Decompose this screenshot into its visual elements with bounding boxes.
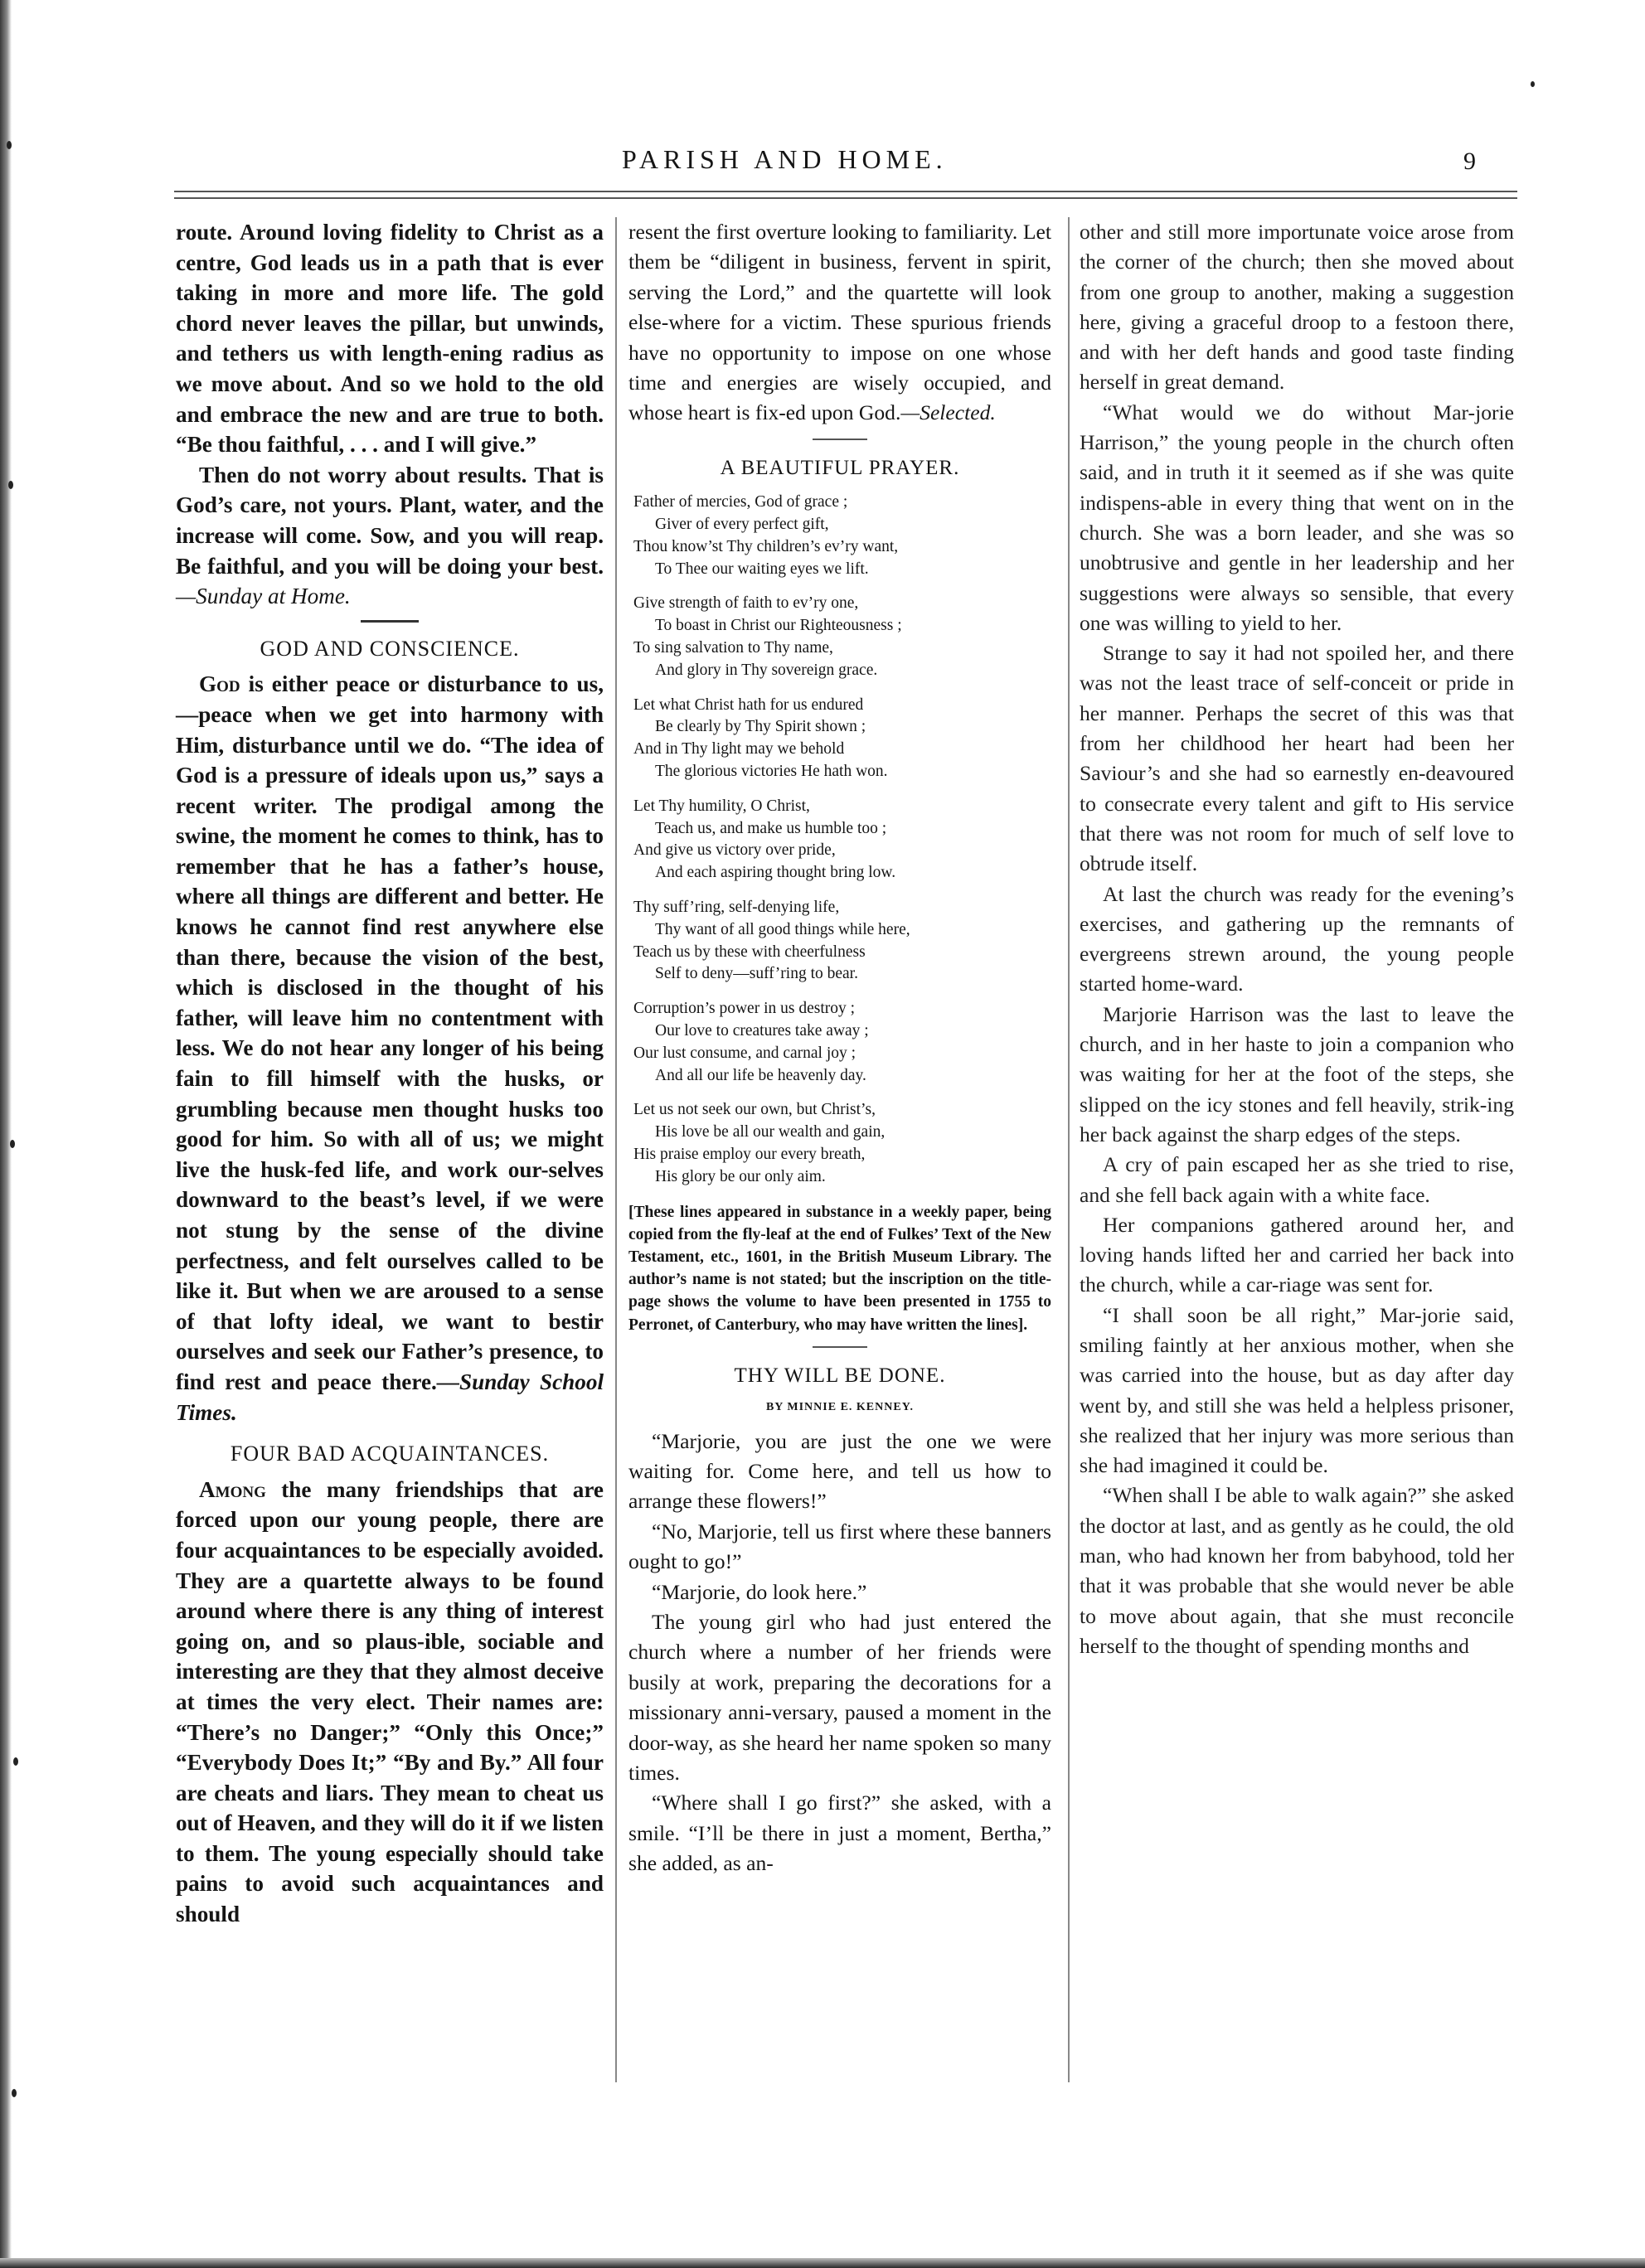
poem-line: Giver of every perfect gift,	[655, 516, 829, 534]
poem-line: To boast in Christ our Righteousness ;	[655, 617, 902, 635]
poem-line: And give us victory over pride,	[633, 841, 836, 860]
poem-line: To Thee our waiting eyes we lift.	[655, 560, 869, 578]
poem-line: The glorious victories He hath won.	[655, 763, 888, 781]
article-paragraph: Then do not worry about results. That is God’s care, not yours. Plant, water, and the increase will come. Sow, and you will reap. Be faithful, and you will be doing your best.—Sunday at Home.	[176, 462, 604, 609]
poem-stanza	[633, 1099, 1051, 1188]
story-paragraph: “Where shall I go first?” she asked, with a smile. “I’ll be there in just a moment, Bertha,” she added, as an-	[628, 1791, 1051, 1876]
scan-speck	[8, 481, 13, 489]
poem-line: Be clearly by Thy Spirit shown ;	[655, 718, 866, 736]
section-divider	[813, 439, 867, 440]
story-paragraph: Her companions gathered around her, and loving hands lifted her and carried her back into the church, while a car-riage was sent for.	[1080, 1212, 1514, 1297]
article-paragraph: God is either peace or disturbance to us,—peace when we get into harmony with Him, disturbance until we do. “The idea of God is a pressure of ideals upon us,” says a recent writer. The prodigal among the swine, the moment he comes to think, has to remember that he has a father’s house, where all things are different and better. He knows he cannot find rest anywhere else than there, because the vision of the best, which is disclosed in the thought of his father, will leave him no contentment with less. We do not hear any longer of his being fain to fill himself with the husks, or grumbling because men thought husks too good for him. So with all of us; we might live the husk-fed life, and work our-selves downward to the beast’s level, if we were not stung by the sense of the divine perfectness, and felt ourselves called to be like it. But when we are aroused to a sense of that lofty ideal, we want to bestir ourselves and seek our Father’s presence, to find rest and peace there.—Sunday School Times.	[176, 671, 604, 1425]
poem-line: Let us not seek our own, but Christ’s,	[633, 1101, 876, 1119]
page-header	[166, 141, 1509, 182]
editorial-note: [These lines appeared in substance in a weekly paper, being copied from the fly-leaf at the end of Fulkes’ Text of the New Testament, etc., 1601, in the British Museum Library. The author’s name is not stated; but the inscription on the title-page shows the volume to have been presented in 1755 to Perronet, of Canterbury, who may have written the lines].	[628, 1203, 1051, 1334]
poem-line: His love be all our wealth and gain,	[655, 1123, 886, 1141]
poem-line: Let what Christ hath for us endured	[633, 695, 864, 714]
poem-line: Thy suff’ring, self-denying life,	[633, 899, 840, 916]
poem-stanza	[633, 695, 1051, 783]
story-paragraph: “I shall soon be all right,” Mar-jorie said, smiling faintly at her anxious mother, when she was carried into the house, but as day after day went by, and still she was held a helpless prisoner, she realized that her injury was more serious than she had imagined it could be.	[1080, 1302, 1514, 1478]
header-rule	[174, 191, 1517, 192]
column-1	[176, 217, 604, 1930]
poem-line: Teach us, and make us humble too ;	[655, 819, 887, 837]
poem-stanza	[633, 796, 1051, 884]
poem-line: Father of mercies, God of grace ;	[633, 493, 848, 511]
poem-stanza	[633, 998, 1051, 1087]
poem-line: Self to deny—suff’ring to bear.	[655, 965, 858, 983]
story-paragraph: “When shall I be able to walk again?” she asked the doctor at last, and as gently as he could, the old man, who had known her from babyhood, told her that it was probable that she would never be able to move about again, that she must reconcile herself to the thought of spending months and	[1080, 1483, 1514, 1658]
running-title: PARISH AND HOME.	[622, 144, 948, 174]
story-paragraph: The young girl who had just entered the church where a number of her friends were busily at work, preparing the decorations for a missionary anni-versary, paused a moment in the door-way, as she heard her name spoken so many times.	[628, 1610, 1051, 1786]
scan-left-edge	[0, 0, 12, 2268]
story-paragraph: “Marjorie, you are just the one we were waiting for. Come here, and tell us how to arrange these flowers!”	[628, 1428, 1051, 1514]
column-3	[1080, 217, 1514, 1661]
section-heading: FOUR BAD ACQUAINTANCES.	[230, 1442, 550, 1466]
poem-line: And all our life be heavenly day.	[655, 1066, 866, 1084]
story-paragraph: other and still more importunate voice arose from the corner of the church; then she moved about from one group to another, making a suggestion here, giving a graceful droop to a festoon there, and with her deft hands and good taste finding herself in great demand.	[1080, 220, 1514, 395]
scan-speck	[13, 1757, 18, 1766]
poem-line: Give strength of faith to ev’ry one,	[633, 594, 859, 613]
story-paragraph: Marjorie Harrison was the last to leave the church, and in her haste to join a companion who was waiting for her at the foot of the steps, she slipped on the icy stones and fell heavily, strik-ing her back against the sharp edges of the steps.	[1080, 1001, 1514, 1146]
section-heading: THY WILL BE DONE.	[734, 1364, 946, 1387]
article-paragraph: resent the first overture looking to familiarity. Let them be “diligent in business, fervent in spirit, serving the Lord,” and the quartette will look else-where for a victim. These spurious friends have no opportunity to impose on one whose time and energies are wisely occupied, and whose heart is fix-ed upon God.—Selected.	[628, 220, 1051, 425]
article-paragraph: route. Around loving fidelity to Christ as a centre, God leads us in a path that is ever taking in more and more life. The gold chord never leaves the pillar, but unwinds, and tethers us with length-ening radius as we move about. And so we hold to the old and embrace the new and are true to both. “Be thou faithful, . . . and I will give.”	[176, 220, 604, 458]
poem-line: And glory in Thy sovereign grace.	[655, 661, 878, 679]
section-divider	[813, 1346, 867, 1348]
source-credit: —Sunday at Home.	[176, 584, 351, 609]
scan-bottom-edge	[0, 2258, 1645, 2268]
poem-line: Our lust consume, and carnal joy ;	[633, 1044, 856, 1062]
section-divider	[361, 620, 419, 623]
poem-line: And in Thy light may we behold	[633, 740, 845, 758]
page-number: 9	[1463, 148, 1476, 175]
poem-line: Thou know’st Thy children’s ev’ry want,	[633, 537, 899, 555]
column-divider	[1068, 217, 1070, 2082]
poem-line: Let Thy humility, O Christ,	[633, 797, 810, 815]
poem	[628, 492, 1051, 1188]
poem-line: His glory be our only aim.	[655, 1167, 826, 1185]
column-divider	[615, 217, 617, 2082]
poem-stanza	[633, 492, 1051, 580]
story-paragraph: “What would we do without Mar-jorie Harrison,” the young people in the church often said, and in truth it it seemed as if she was quite indispens-able in every thing that went on in the church. She was a born leader, and she was so unobtrusive and gentle in her leadership and her suggestions were always so sensible, that every one was willing to yield to her.	[1080, 400, 1514, 635]
scan-speck	[10, 1140, 15, 1148]
poem-line: To sing salvation to Thy name,	[633, 639, 833, 657]
poem-line: And each aspiring thought bring low.	[655, 864, 896, 882]
poem-stanza	[633, 593, 1051, 681]
source-credit: —Sunday School Times.	[176, 1369, 604, 1425]
story-paragraph: “No, Marjorie, tell us first where these banners ought to go!”	[628, 1519, 1051, 1574]
scan-speck	[7, 141, 12, 149]
poem-line: Our love to creatures take away ;	[655, 1021, 869, 1040]
story-paragraph: At last the church was ready for the evening’s exercises, and gathering up the remnants of evergreens strewn around, the young people started home-ward.	[1080, 881, 1514, 996]
poem-line: Corruption’s power in us destroy ;	[633, 1000, 856, 1018]
poem-line: Thy want of all good things while here,	[655, 920, 910, 938]
story-paragraph: A cry of pain escaped her as she tried to rise, and she fell back again with a white face.	[1080, 1152, 1514, 1207]
poem-line: His praise employ our every breath,	[633, 1145, 866, 1163]
scan-speck	[1531, 81, 1535, 87]
story-paragraph: Strange to say it had not spoiled her, and there was not the least trace of self-conceit or pride in her manner. Perhaps the secret of this was that from her childhood her heart had been her Saviour’s and she had so earnestly en-deavoured to consecrate every talent and gift to His service that there was not room for much of self love to obtrude itself.	[1080, 641, 1514, 876]
section-heading: GOD AND CONSCIENCE.	[260, 636, 520, 661]
source-credit: —Selected.	[900, 400, 996, 425]
header-rule	[174, 197, 1517, 199]
byline: BY MINNIE E. KENNEY.	[765, 1401, 915, 1414]
column-2	[628, 217, 1051, 1879]
poem-stanza	[633, 897, 1051, 986]
section-heading: A BEAUTIFUL PRAYER.	[720, 456, 960, 479]
scan-speck	[12, 2089, 17, 2097]
article-paragraph: Among the many friendships that are forced upon our young people, there are four acquaintances to be especially avoided. They are a quartette always to be found around where there is any thing of interest going on, and so plaus-ible, sociable and interesting are they that they almost deceive at times the very elect. Their names are: “There’s no Danger;” “Only this Once;” “Everybody Does It;” “By and By.” All four are cheats and liars. They mean to cheat us out of Heaven, and they will do it if we listen to them. The young especially should take pains to avoid such acquaintances and should	[176, 1476, 604, 1927]
story-paragraph: “Marjorie, do look here.”	[652, 1579, 867, 1604]
poem-line: Teach us by these with cheerfulness	[633, 943, 866, 961]
